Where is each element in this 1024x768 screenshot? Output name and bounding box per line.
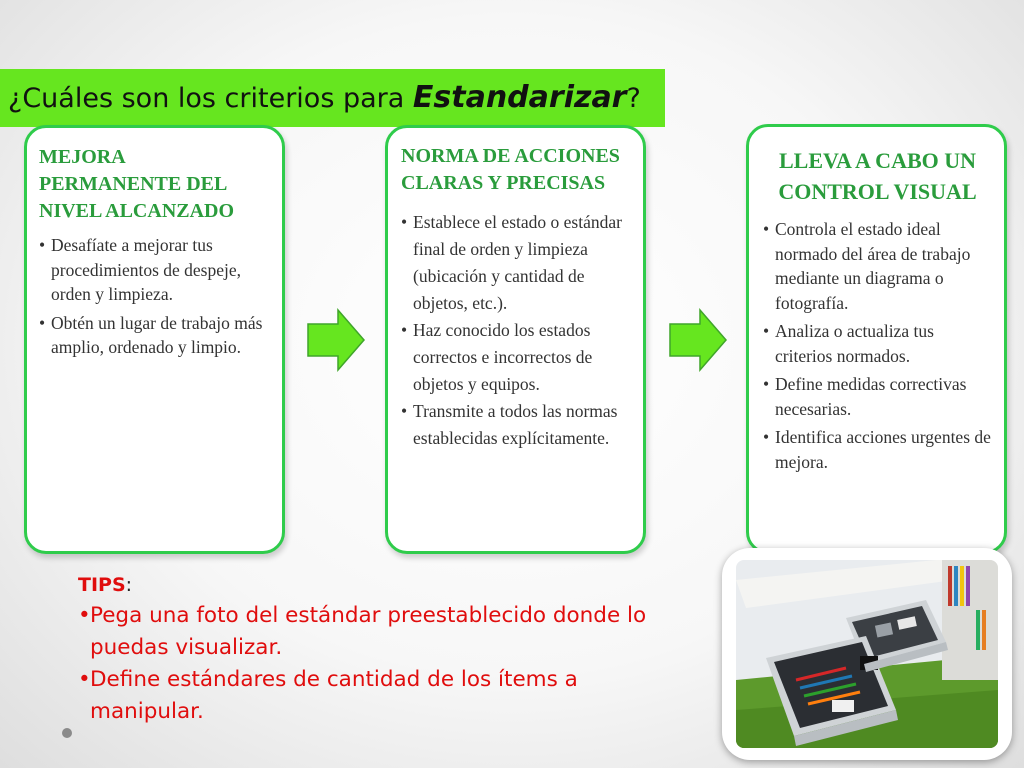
- card-bullet-list: [401, 209, 629, 452]
- card-bullet: • Haz conocido los estados correctos e incorrectos de objetos y equipos.: [401, 317, 629, 398]
- slide-title: [8, 80, 641, 115]
- card-bullet: • Transmite a todos las normas establecidas explícitamente.: [401, 398, 629, 452]
- tips-heading: [78, 574, 650, 596]
- card-heading: LLEVA A CABO UN CONTROL VISUAL: [778, 148, 977, 204]
- card-bullet: • Controla el estado ideal normado del área de trabajo mediante un diagrama o fotografía.: [763, 217, 992, 315]
- card-bullet: • Identifica acciones urgentes de mejora.: [763, 425, 992, 474]
- tips-list: [78, 600, 650, 728]
- card-heading: NORMA DE ACCIONES CLARAS Y PRECISAS: [401, 145, 620, 194]
- card-bullet: • Establece el estado o estándar final de orden y limpieza (ubicación y cantidad de objetos, etc.).: [401, 209, 629, 317]
- tips-title-text: TIPS: [78, 574, 126, 596]
- card-bullet: • Obtén un lugar de trabajo más amplio, ordenado y limpio.: [39, 311, 270, 360]
- card-bullet: • Analiza o actualiza tus criterios normados.: [763, 319, 992, 368]
- photo-frame: [722, 548, 1012, 760]
- slide-dot: [62, 728, 72, 738]
- card-mejora-permanente: [24, 125, 285, 554]
- card-norma-acciones: [385, 125, 646, 554]
- title-emphasis: Estandarizar: [412, 80, 627, 115]
- card-bullet-list: [39, 233, 270, 360]
- right-arrow-icon: [306, 308, 366, 372]
- card-bullet-list: [763, 217, 992, 474]
- card-control-visual: [746, 124, 1007, 554]
- organized-drawer-photo: [736, 560, 998, 748]
- title-prefix: ¿Cuáles son los criterios para: [8, 83, 413, 114]
- title-suffix: ?: [626, 83, 641, 114]
- tip-item: • Pega una foto del estándar preestablecido donde lo puedas visualizar.: [78, 600, 650, 664]
- card-heading: MEJORA PERMANENTE DEL NIVEL ALCANZADO: [39, 146, 235, 222]
- tips-section: [78, 574, 650, 728]
- tips-colon: :: [125, 574, 133, 596]
- right-arrow-icon: [668, 308, 728, 372]
- card-bullet: • Desafíate a mejorar tus procedimientos de despeje, orden y limpieza.: [39, 233, 270, 307]
- card-bullet: • Define medidas correctivas necesarias.: [763, 372, 992, 421]
- tip-item: • Define estándares de cantidad de los ítems a manipular.: [78, 664, 650, 728]
